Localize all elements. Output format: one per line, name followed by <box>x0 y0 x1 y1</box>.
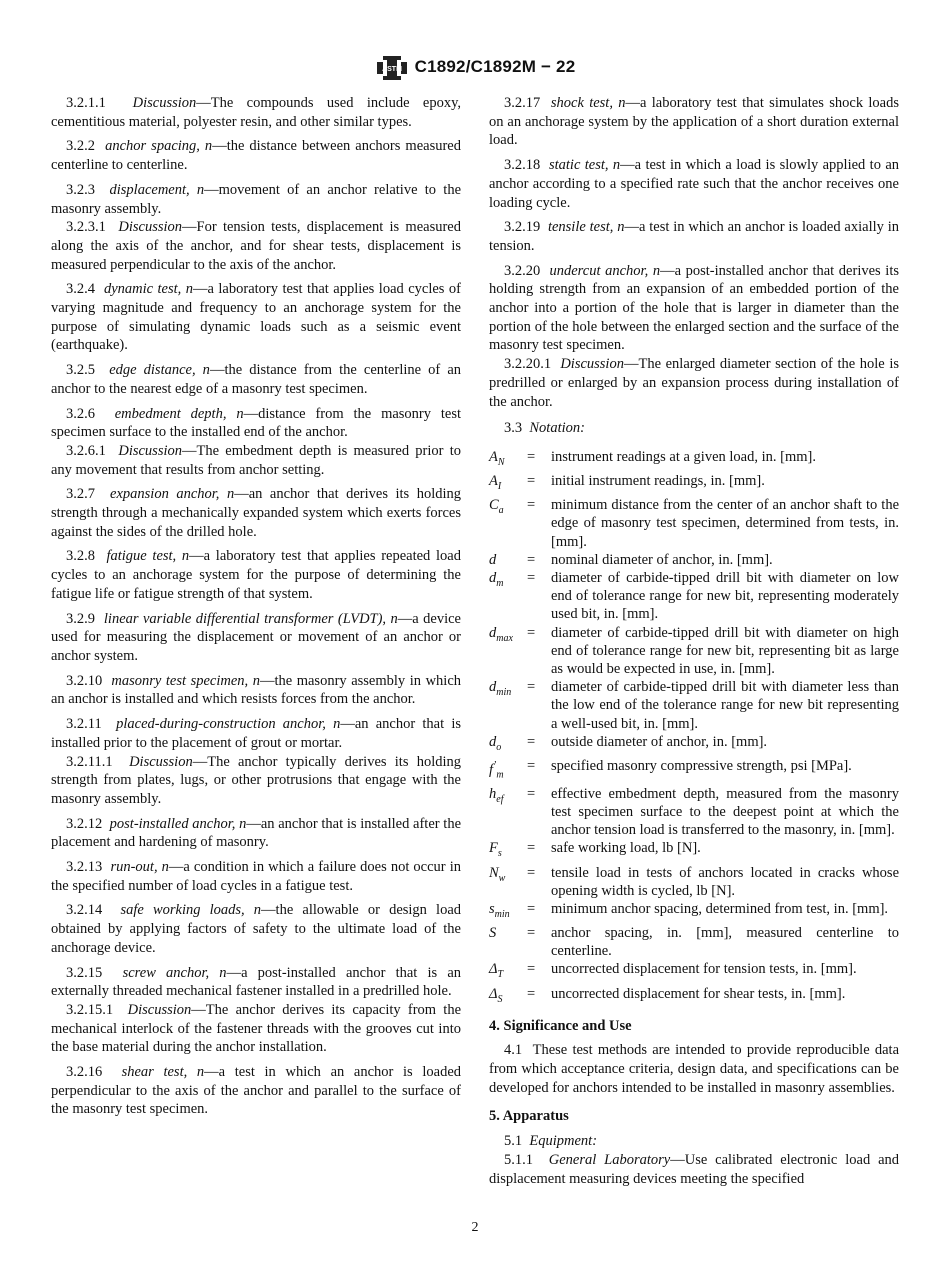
definition-separator: — <box>226 964 242 981</box>
notation-row <box>489 733 899 757</box>
definition-separator: — <box>340 716 355 733</box>
section-4-heading: 4. Significance and Use <box>489 1017 632 1034</box>
notation-row <box>489 839 899 863</box>
definition-paragraph <box>51 485 461 541</box>
definition-text: the masonry assembly in which an anchor is installed and which resists forces from the anchor. <box>51 672 462 708</box>
notation-symbol: $d_{max}$ <box>489 624 513 644</box>
definition-number: 3.2.18 <box>504 157 541 174</box>
definition-text: a test in which an anchor is loaded perpendicular to the axis of the anchor and parallel to the surface of the masonry test specimen. <box>51 1064 462 1118</box>
notation-equals: = <box>527 985 536 1002</box>
definition-separator: — <box>259 672 275 689</box>
definition-term: placed-during-construction anchor, n <box>116 716 341 733</box>
notation-row <box>489 864 899 900</box>
definition-text: the distance from the centerline of an anchor to the nearest edge of a masonry test specimen. <box>51 362 462 397</box>
notation-equals: = <box>527 733 536 750</box>
notation-equals: = <box>527 497 536 514</box>
notation-definition: outside diameter of anchor, in. [mm]. <box>551 733 768 750</box>
definition-number: 3.2.16 <box>66 1064 103 1081</box>
definition-number: 3.2.10 <box>66 672 103 689</box>
notation-symbol: $A_N$ <box>489 448 505 468</box>
notation-equals: = <box>527 473 536 490</box>
definition-term: edge distance, n <box>109 362 210 379</box>
notation-symbol: $A_I$ <box>489 473 502 492</box>
notation-symbol: $C_a$ <box>489 497 504 517</box>
definition-text: a laboratory test that applies repeated load cycles to an anchorage system for the purpose of determining the fatigue life or fatigue strength of that system. <box>51 548 461 602</box>
definition-term: embedment depth, n <box>114 405 244 422</box>
page-header <box>0 52 950 87</box>
notation-definition: diameter of carbide-tipped drill bit with diameter on high end of tolerance range for new bit, representing bit as large as would be expected in use, in. [mm]. <box>551 624 899 677</box>
definition-text: a test in which an anchor is loaded axially in tension. <box>489 219 900 254</box>
notation-definition: uncorrected displacement for tension tests, in. [mm]. <box>551 961 857 978</box>
definition-number: 3.2.3.1 <box>66 219 106 236</box>
definition-number: 3.2.11.1 <box>66 753 113 770</box>
definition-paragraph <box>489 262 899 356</box>
definition-text: a test in which a load is slowly applied to an anchor according to a specified rate such that the anchor receives one loading cycle. <box>489 157 899 211</box>
definition-paragraph <box>51 218 461 274</box>
definition-term: Discussion <box>127 1001 192 1018</box>
definition-separator: — <box>624 219 639 236</box>
definition-paragraph <box>489 156 899 212</box>
notation-equals: = <box>527 448 536 465</box>
definition-term: expansion anchor, n <box>110 486 235 503</box>
definition-number: 3.2.19 <box>504 219 541 236</box>
definition-paragraph <box>51 672 461 709</box>
definition-number: 3.2.20 <box>504 262 541 279</box>
definition-number: 3.2.4 <box>66 281 95 298</box>
definition-separator: — <box>204 1064 219 1081</box>
definition-number: 3.2.14 <box>66 902 103 919</box>
notation-equals: = <box>527 624 536 641</box>
definition-number: 3.2.12 <box>66 815 103 832</box>
notation-row <box>489 960 899 984</box>
notation-symbol: $h_{ef}$ <box>489 785 504 805</box>
definition-term: static test, n <box>548 157 621 174</box>
definition-separator: — <box>397 610 413 627</box>
definition-separator: — <box>620 157 635 174</box>
definition-term: undercut anchor, n <box>549 262 661 279</box>
notation-definition: diameter of carbide-tipped drill bit with diameter less than the low end of the tolerance range for new bit representing a well-used bit, in. [mm]. <box>551 679 899 732</box>
definition-paragraph <box>51 715 461 752</box>
definition-term: Discussion <box>129 753 193 770</box>
definition-separator: — <box>192 753 208 770</box>
definition-text: a condition in which a failure does not occur in the specified number of load cycles in a fatigue test. <box>51 859 462 894</box>
notation-symbol: $d_o$ <box>489 733 502 753</box>
definition-term: tensile test, n <box>547 219 625 236</box>
document-designation: C1892/C1892M − 22 <box>414 57 576 76</box>
definition-text: The anchor derives its capacity from the mechanical interlock of the fastener threads with the grooves cut into the base material during the anchor installation. <box>51 1001 462 1056</box>
definition-separator: — <box>246 815 261 832</box>
definition-paragraph <box>51 1063 461 1119</box>
notation-row <box>489 985 899 1009</box>
definition-number: 3.2.15.1 <box>66 1001 114 1018</box>
definition-separator: — <box>234 486 249 503</box>
page-number: 2 <box>471 1220 479 1235</box>
definition-separator: — <box>623 356 639 373</box>
definition-number: 3.2.11 <box>66 716 102 733</box>
notation-symbol: $s_{min}$ <box>489 900 510 920</box>
definition-text: The compounds used include epoxy, cementitious material, polyester resin, and other similar types. <box>51 95 462 130</box>
notation-definition: safe working load, lb [N]. <box>551 840 701 857</box>
notation-equals: = <box>527 961 536 978</box>
notation-symbol: $F_s$ <box>489 840 502 860</box>
definition-paragraph <box>51 858 461 895</box>
notation-definition: effective embedment depth, measured from the masonry test specimen surface to the deepest point at which the anchor tension load is transferred to the masonry, in. [mm]. <box>551 785 899 839</box>
definition-number: 3.2.15 <box>66 964 103 981</box>
definition-term: screw anchor, n <box>122 964 227 981</box>
definition-text: a post-installed anchor that derives its holding strength from an expansion of an embedded portion of the anchor into a portion of the hole that is larger in diameter than the portion of the hole between the enlarged section and the surface of the masonry test specimen. <box>489 262 899 354</box>
section-5-heading: 5. Apparatus <box>489 1108 569 1125</box>
notation-definition: uncorrected displacement for shear tests, in. [mm]. <box>551 985 846 1002</box>
definition-text: movement of an anchor relative to the masonry assembly. <box>51 181 462 217</box>
definition-text: the distance between anchors measured centerline to centerline. <box>51 138 461 174</box>
definition-text: a laboratory test that applies load cycles of varying magnitude and frequency to an anchorage system for the purpose of simulating dynamic loads such as a seismic event (earthquake). <box>51 281 461 354</box>
definition-number: 3.2.6 <box>66 405 95 422</box>
definition-term: fatigue test, n <box>106 548 190 565</box>
definition-number: 3.2.9 <box>66 610 95 627</box>
definition-term: shock test, n <box>550 95 626 111</box>
notation-definition: tensile load in tests of anchors located in cracks whose opening width is cycled, lb [N]. <box>551 864 899 899</box>
definition-term: Discussion <box>118 219 183 236</box>
definition-term: anchor spacing, n <box>105 138 213 155</box>
definition-term: shear test, n <box>121 1064 205 1081</box>
definition-term: masonry test specimen, n <box>111 672 260 689</box>
notation-equals: = <box>527 864 536 881</box>
definition-paragraph <box>51 94 461 131</box>
definition-separator: — <box>209 362 225 379</box>
definition-paragraph <box>51 610 461 666</box>
notation-equals: = <box>527 900 536 917</box>
definition-paragraph <box>489 94 899 150</box>
definition-term: Discussion <box>132 95 197 111</box>
notation-equals: = <box>527 551 536 568</box>
definition-text: a laboratory test that simulates shock loads on an anchorage system by the application of a short duration external load. <box>489 95 900 149</box>
definition-term: Discussion <box>560 356 624 373</box>
definition-text: distance from the masonry test specimen surface to the installed end of the anchor. <box>51 405 462 441</box>
astm-logo-icon <box>375 52 409 82</box>
definition-text: The anchor typically derives its holding strength from plates, lugs, or other protrusions that engage with the masonry assembly. <box>51 753 461 807</box>
right-column <box>489 94 899 1194</box>
definition-term: post-installed anchor, n <box>109 815 247 832</box>
definition-text: a post-installed anchor that is an externally threaded mechanical fastener installed in a predrilled hole. <box>51 964 462 1000</box>
definition-separator: — <box>196 95 211 111</box>
definition-paragraph <box>51 1001 461 1057</box>
definition-number: 3.2.13 <box>66 859 103 876</box>
notation-equals: = <box>527 569 536 586</box>
definition-paragraph <box>51 964 461 1001</box>
definition-paragraph <box>51 181 461 218</box>
definition-paragraph <box>51 442 461 479</box>
notation-row <box>489 551 899 569</box>
definition-text: the allowable or design load obtained by applying factors of safety to the ultimate load of the anchorage device. <box>51 902 462 956</box>
definition-number: 3.2.7 <box>66 486 95 503</box>
definition-paragraph <box>51 901 461 957</box>
notation-equals: = <box>527 925 536 941</box>
definition-term: run-out, n <box>110 859 169 876</box>
definition-paragraph <box>51 405 461 442</box>
definition-term: safe working loads, n <box>120 902 262 919</box>
definition-text: a device used for measuring the displacement or movement of an anchor or anchor system. <box>51 610 461 664</box>
definition-number: 3.2.2 <box>66 138 95 155</box>
definition-separator: — <box>243 405 259 422</box>
notation-definition: minimum anchor spacing, determined from test, in. [mm]. <box>551 900 889 917</box>
notation-definition: nominal diameter of anchor, in. [mm]. <box>551 551 773 568</box>
notation-row <box>489 496 899 551</box>
notation-heading: 3.3 Notation: <box>504 420 585 437</box>
left-column <box>51 94 461 1125</box>
notation-row <box>489 678 899 733</box>
section-4-paragraph: 4.1 These test methods are intended to provide reproducible data from which acceptance criteria, design data, and specifications can be developed for anchors intended to be installed in masonry assemblies. <box>489 1042 900 1096</box>
notation-symbol: $N_w$ <box>489 864 506 884</box>
definition-separator: — <box>660 262 675 279</box>
definition-term: displacement, n <box>109 181 205 198</box>
notation-row <box>489 448 899 472</box>
definition-text: an anchor that derives its holding strength through a mechanically expanded system which exerts forces against the sides of the drilled hole. <box>51 486 462 540</box>
notation-row <box>489 569 899 624</box>
definition-text: an anchor that is installed prior to the placement of grout or mortar. <box>51 716 461 751</box>
definition-number: 3.2.6.1 <box>66 442 106 459</box>
notation-definition: initial instrument readings, in. [mm]. <box>551 473 765 490</box>
notation-equals: = <box>527 757 536 774</box>
definition-term: dynamic test, n <box>103 281 193 298</box>
section-5-1-1: 5.1.1 General Laboratory—Use calibrated electronic load and displacement measuring devices meeting the specified <box>489 1151 900 1187</box>
definition-text: For tension tests, displacement is measured along the axis of the anchor, and for shear tests, displacement is measured perpendicular to the axis of the anchor. <box>51 219 461 273</box>
definition-separator: — <box>212 138 227 155</box>
notation-symbol: $d_{min}$ <box>489 679 512 699</box>
definition-text: The embedment depth is measured prior to any movement that results from anchor setting. <box>51 442 461 478</box>
notation-symbol: d <box>489 551 497 568</box>
definition-number: 3.2.3 <box>66 181 95 198</box>
notation-equals: = <box>527 679 536 696</box>
definition-separator: — <box>168 859 184 876</box>
definition-paragraph <box>51 361 461 398</box>
definition-number: 3.2.1.1 <box>66 95 106 111</box>
notation-table <box>489 448 899 1009</box>
definition-paragraph <box>51 137 461 174</box>
notation-row <box>489 785 899 840</box>
notation-symbol: $\Delta_S$ <box>489 985 503 1005</box>
definition-text: an anchor that is installed after the placement and hardening of masonry. <box>51 815 462 851</box>
notation-definition: specified masonry compressive strength, psi [MPa]. <box>551 757 852 774</box>
notation-row <box>489 924 899 960</box>
definition-separator: — <box>182 219 197 236</box>
definition-paragraph <box>489 218 899 255</box>
definition-paragraph <box>51 815 461 852</box>
definition-separator: — <box>189 548 204 565</box>
notation-definition: diameter of carbide-tipped drill bit with diameter on low end of tolerance range for new bit, representing moderately used bit, in. [mm]. <box>551 569 899 623</box>
notation-symbol: $f^’_m$ <box>489 759 504 781</box>
notation-equals: = <box>527 840 536 857</box>
definition-term: Discussion <box>118 442 182 459</box>
notation-symbol: $d_m$ <box>489 569 504 589</box>
svg-text:ASTM: ASTM <box>381 66 402 73</box>
definition-number: 3.2.5 <box>66 362 95 379</box>
notation-symbol: $\Delta_T$ <box>489 961 504 981</box>
notation-definition: instrument readings at a given load, in. [mm]. <box>551 448 816 465</box>
notation-definition: anchor spacing, in. [mm], measured centerline to centerline. <box>551 925 899 960</box>
notation-definition: minimum distance from the center of an anchor shaft to the edge of masonry test specimen, determined from tests, in. [mm]. <box>551 497 899 550</box>
section-5-1: 5.1 Equipment: <box>504 1133 598 1150</box>
definition-separator: — <box>193 281 208 298</box>
definition-separator: — <box>204 181 219 198</box>
definition-paragraph <box>51 753 461 809</box>
definition-term: linear variable differential transformer (LVDT), n <box>103 610 398 627</box>
definition-paragraph <box>51 547 461 603</box>
notation-row <box>489 472 899 496</box>
notation-row <box>489 757 899 785</box>
definition-number: 3.2.20.1 <box>504 356 552 373</box>
notation-equals: = <box>527 785 536 802</box>
definition-separator: — <box>625 95 641 111</box>
definition-number: 3.2.8 <box>66 548 95 565</box>
definition-number: 3.2.17 <box>504 95 541 111</box>
notation-row <box>489 900 899 924</box>
definition-separator: — <box>191 1001 206 1018</box>
definition-text: The enlarged diameter section of the hole is predrilled or enlarged by an expansion process during installation of the anchor. <box>489 356 900 410</box>
notation-symbol: S <box>489 925 497 941</box>
definition-separator: — <box>261 902 276 919</box>
definition-separator: — <box>182 442 197 459</box>
definition-paragraph <box>51 280 461 355</box>
definition-paragraph <box>489 355 899 411</box>
notation-row <box>489 624 899 679</box>
